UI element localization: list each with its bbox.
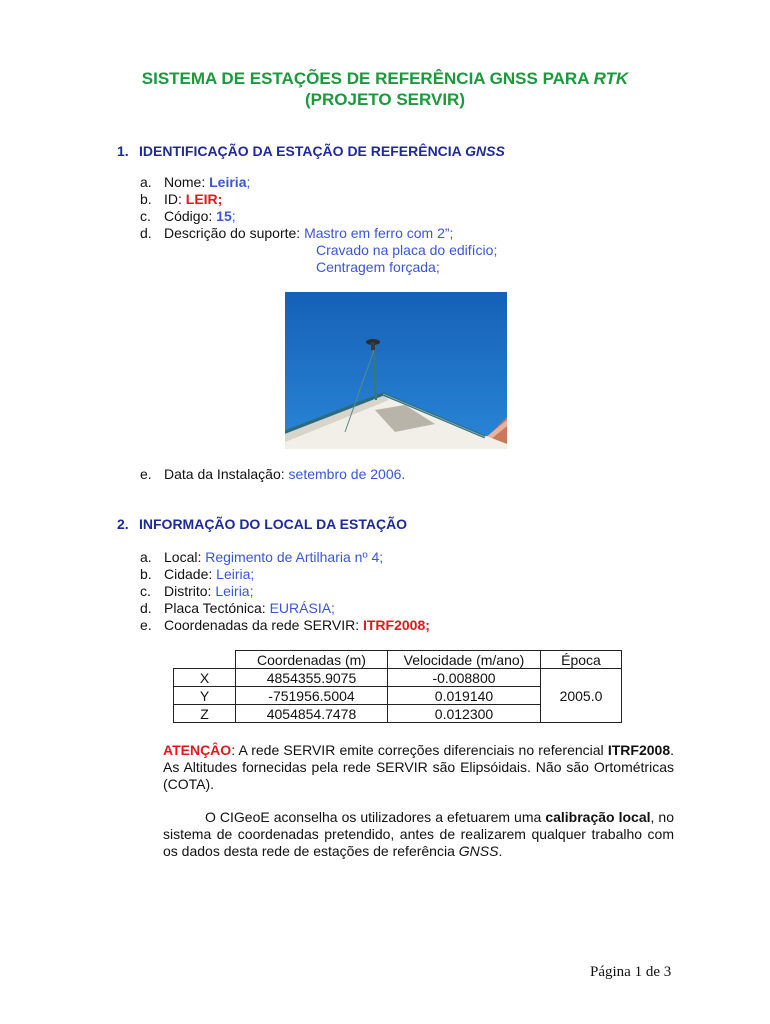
list-item-name: a. Nome: Leiria; xyxy=(140,174,251,190)
list-item-district: c. Distrito: Leiria; xyxy=(140,583,254,599)
section-2-number: 2. xyxy=(117,516,129,532)
station-id: LEIR; xyxy=(185,191,223,207)
table-header: Coordenadas (m) xyxy=(236,651,388,669)
list-item-coordinates: e. Coordenadas da rede SERVIR: ITRF2008; xyxy=(140,617,430,633)
station-code: 15 xyxy=(216,208,232,224)
table-row: X 4854355.9075 -0.008800 2005.0 xyxy=(174,669,622,687)
document-title xyxy=(0,68,770,110)
list-item-plate: d. Placa Tectónica: EURÁSIA; xyxy=(140,600,335,616)
station-identification-list xyxy=(140,174,497,276)
list-item-city: b. Cidade: Leiria; xyxy=(140,566,255,582)
list-item-local: a. Local: Regimento de Artilharia nº 4; xyxy=(140,549,384,565)
list-item-code: c. Código: 15; xyxy=(140,208,236,224)
section-2-heading-text: INFORMAÇÃO DO LOCAL DA ESTAÇÃO xyxy=(139,516,408,532)
support-line-3: Centragem forçada; xyxy=(316,259,440,275)
support-line-1: Mastro em ferro com 2”; xyxy=(304,225,454,241)
section-1-number: 1. xyxy=(117,143,129,159)
table-header: Época xyxy=(541,651,622,669)
page-number: Página 1 de 3 xyxy=(590,964,672,980)
list-item-id: b. ID: LEIR; xyxy=(140,191,223,207)
section-1-heading-text: IDENTIFICAÇÃO DA ESTAÇÃO DE REFERÊNCIA xyxy=(139,143,466,159)
advice-paragraph: O CIGeoE aconselha os utilizadores a efetuarem uma calibração local, no sistema de coordenadas pretendido, antes de realizarem qualquer trabalho com os dados desta rede de estações de referência GNSS. xyxy=(163,809,674,859)
station-antenna-photo xyxy=(285,292,507,449)
station-name: Leiria xyxy=(209,174,247,190)
title-subtitle: (PROJETO SERVIR) xyxy=(305,90,465,109)
table-row: Y -751956.5004 0.019140 xyxy=(174,687,622,705)
table-row: Z 4054854.7478 0.012300 xyxy=(174,705,622,723)
epoch-cell: 2005.0 xyxy=(541,669,622,723)
station-location-list xyxy=(140,549,430,634)
list-item-support: d. Descrição do suporte: Mastro em ferro com 2”; Cravado na placa do edifício; Centragem forçada; xyxy=(140,225,498,275)
title-main: SISTEMA DE ESTAÇÕES DE REFERÊNCIA GNSS PARA xyxy=(141,69,594,88)
table-header: Velocidade (m/ano) xyxy=(388,651,541,669)
section-2-heading xyxy=(117,515,407,533)
section-1-heading xyxy=(117,142,505,160)
install-date: setembro de 2006. xyxy=(288,466,406,482)
list-item-install-date: e. Data da Instalação: setembro de 2006. xyxy=(140,466,406,482)
installation-date-list xyxy=(140,466,405,483)
table-header-row xyxy=(174,651,622,669)
coordinates-table xyxy=(173,650,622,723)
section-1-heading-gnss: GNSS xyxy=(465,143,505,159)
title-rtk: RTK xyxy=(593,69,629,88)
attention-paragraph: ATENÇÂO: A rede SERVIR emite correções diferenciais no referencial ITRF2008. As Altitudes fornecidas pela rede SERVIR são Elipsóidais. Não são Ortométricas (COTA). xyxy=(163,742,674,792)
support-line-2: Cravado na placa do edifício; xyxy=(316,242,498,258)
attention-label: ATENÇÂO xyxy=(163,742,232,758)
